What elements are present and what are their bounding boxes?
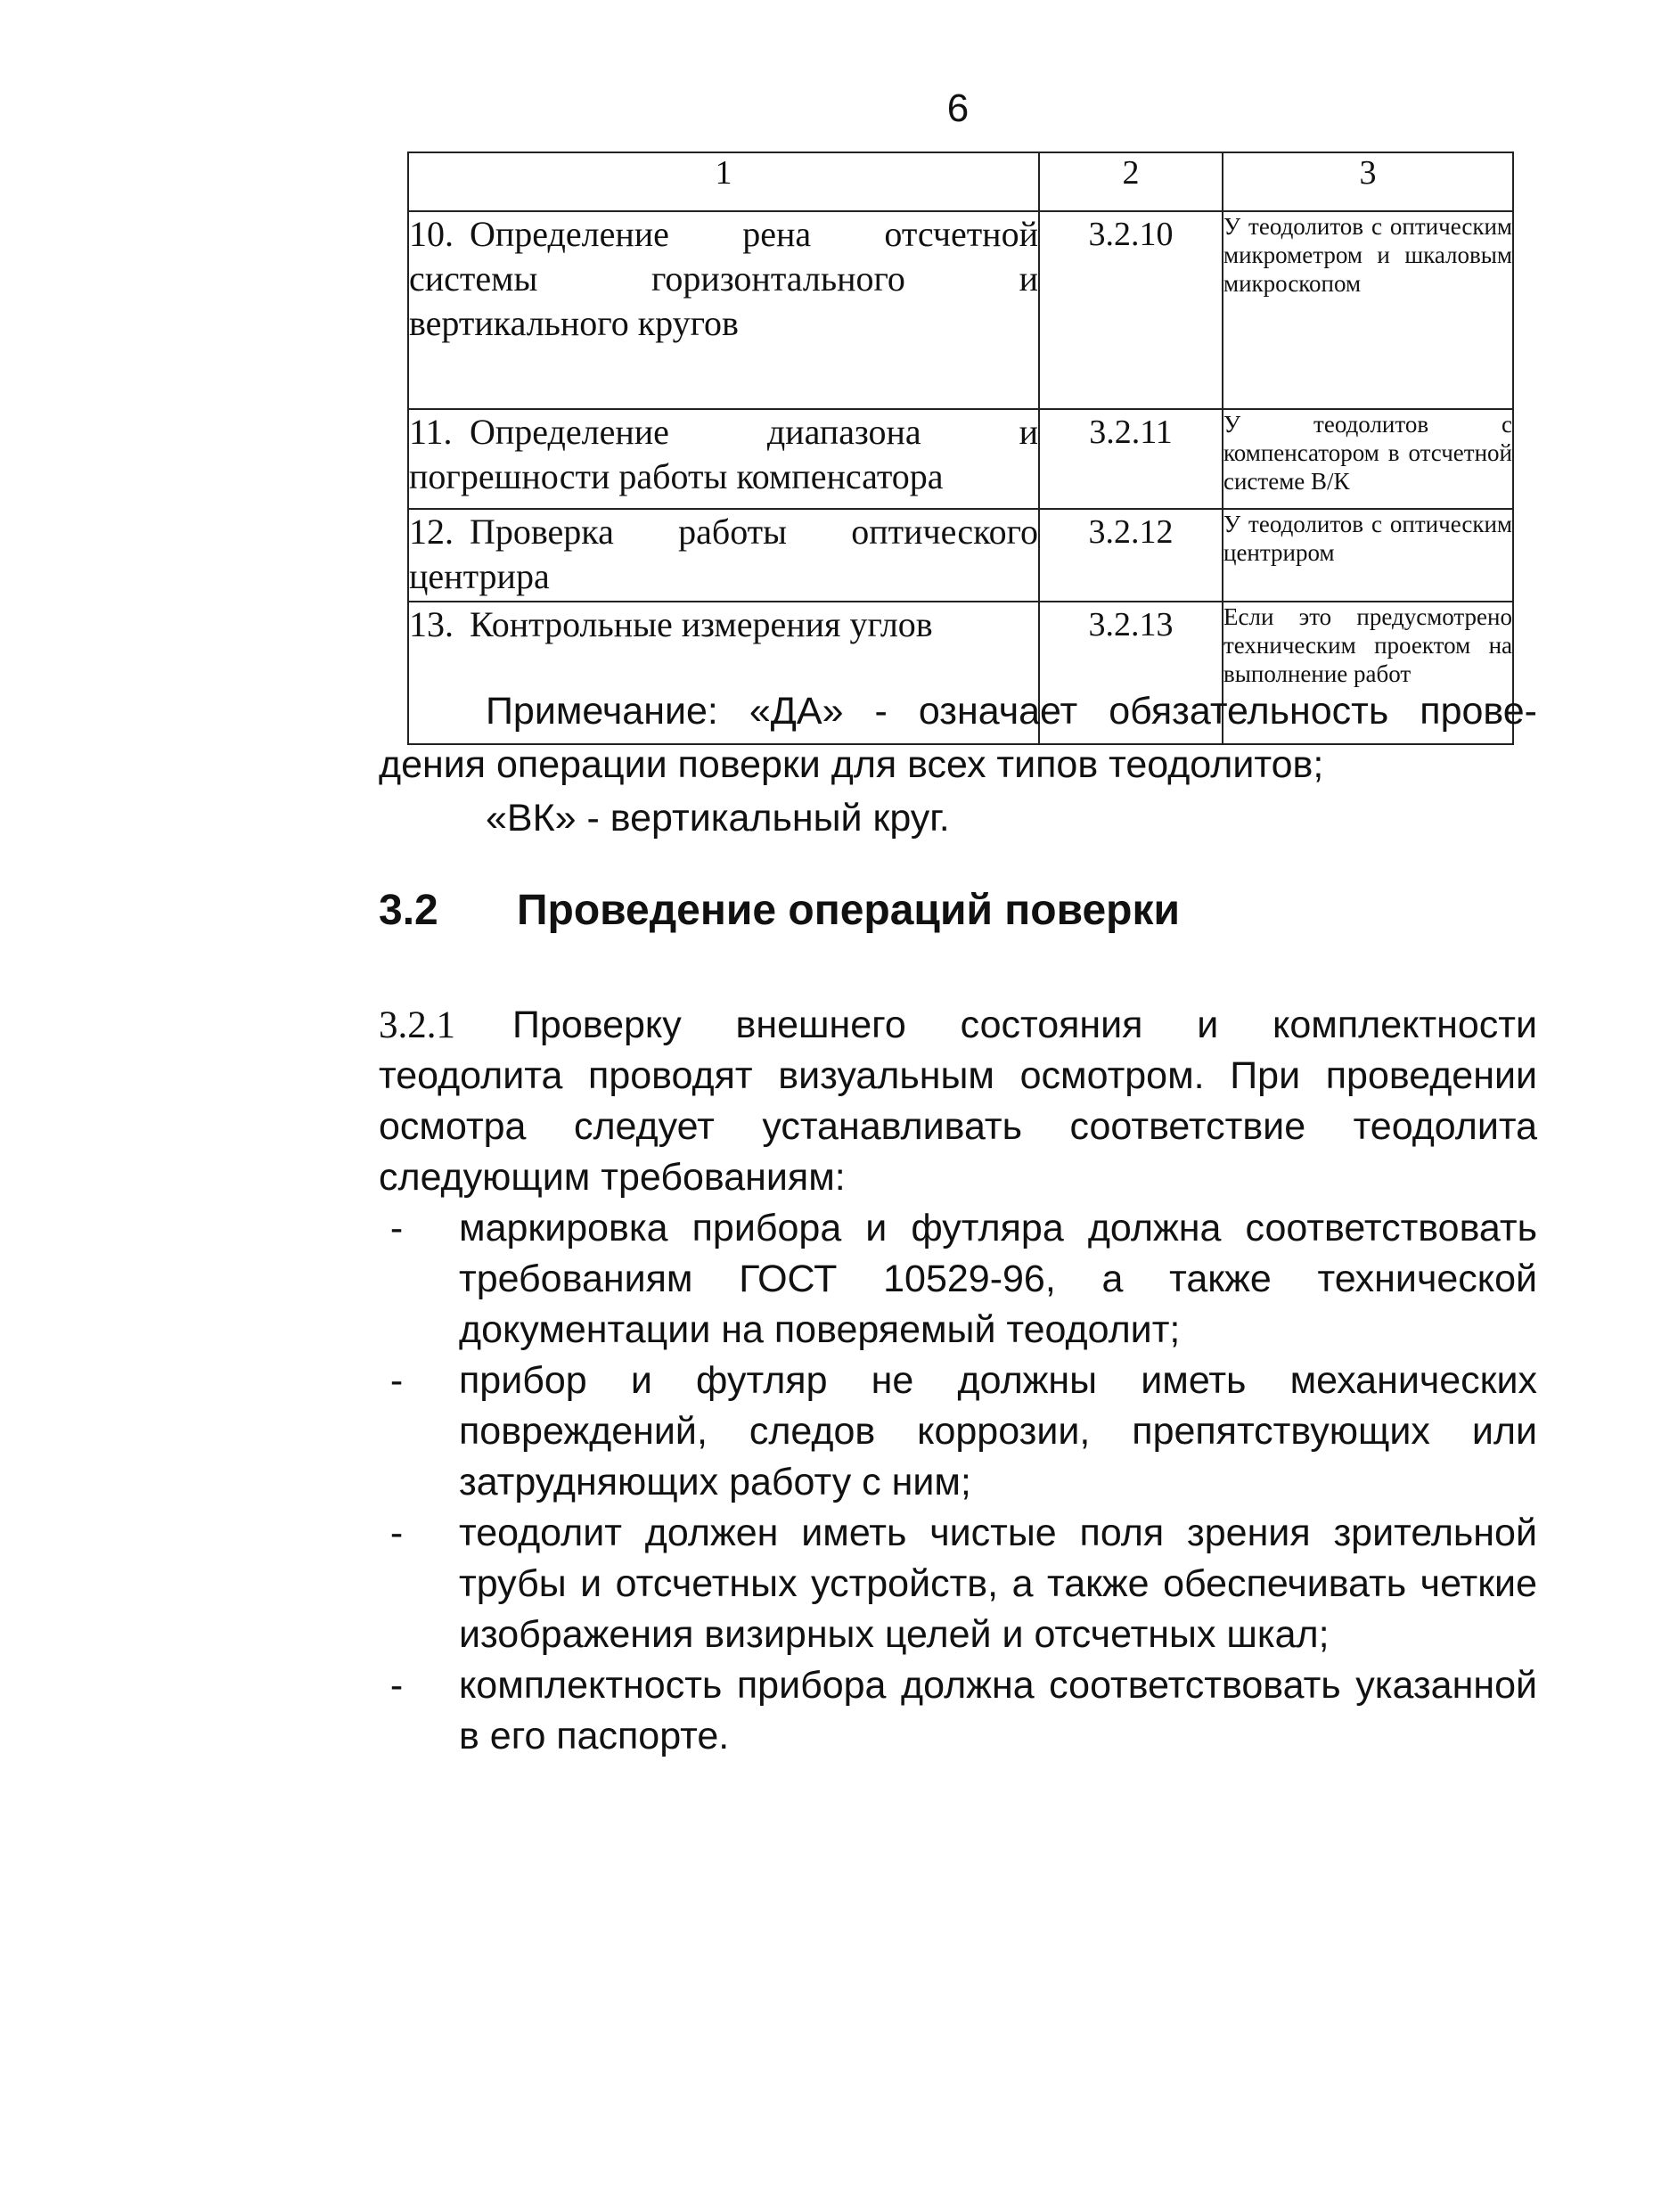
clause-paragraph	[379, 1000, 1537, 1203]
list-item	[379, 1660, 1537, 1762]
applicability-cell: У теодолитов с оптическим микрометром и шкаловым микроскопом	[1223, 211, 1513, 409]
operation-text: Определение диапазона и погрешности работы компенсатора	[409, 412, 1038, 496]
list-item-text: прибор и футляр не должны иметь механических повреждений, следов коррозии, препятствующих или затрудняющих работу с ним;	[459, 1359, 1537, 1503]
operation-text: Контрольные измерения углов	[470, 604, 933, 644]
table-row	[408, 409, 1513, 509]
list-item	[379, 1508, 1537, 1660]
note-line: дения операции поверки для всех типов теодолитов;	[379, 743, 1324, 786]
operation-text: Определение рена отсчетной системы горизонтального и вертикального кругов	[409, 214, 1038, 343]
operation-number: 10.	[409, 214, 454, 254]
table-header-cell: 2	[1039, 152, 1223, 211]
list-item-text: комплектность прибора должна соответствовать указанной в его паспорте.	[459, 1664, 1537, 1757]
applicability-cell: У теодолитов с оптическим центриром	[1223, 509, 1513, 602]
section-title: Проведение операций поверки	[517, 887, 1181, 934]
note-line: Примечание: «ДА» - означает обязательность прове-	[486, 690, 1537, 733]
operation-number: 13.	[409, 604, 454, 644]
list-item	[379, 1356, 1537, 1508]
verification-operations-table	[407, 152, 1514, 745]
list-item-text: теодолит должен иметь чистые поля зрения зрительной трубы и отсчетных устройств, а также обеспечивать четкие изображения визирных целей и отсчетных шкал;	[459, 1512, 1537, 1656]
page-number: 6	[946, 86, 970, 130]
section-heading	[379, 882, 1180, 939]
operation-cell	[408, 509, 1039, 602]
operation-cell	[408, 409, 1039, 509]
table-header-cell: 1	[408, 152, 1039, 211]
bullet-dash: -	[389, 1207, 404, 1249]
bullet-dash: -	[389, 1359, 404, 1402]
clause-number: 3.2.1	[379, 1004, 455, 1046]
table-row	[408, 509, 1513, 602]
table-header-row	[408, 152, 1513, 211]
clause-text: Проверку внешнего состояния и комплектности теодолита проводят визуальным осмотром. При проведении осмотра следует устанавливать соответствие теодолита следующим требованиям:	[379, 1004, 1537, 1199]
section-body	[379, 1000, 1537, 1762]
operation-number: 11.	[409, 412, 453, 452]
requirements-list	[379, 1203, 1537, 1762]
table-row	[408, 211, 1513, 409]
section-number: 3.2	[379, 887, 438, 934]
operation-text: Проверка работы оптического центрира	[409, 512, 1038, 596]
table-header-cell: 3	[1223, 152, 1513, 211]
applicability-cell: Если это предусмотрено техническим проектом на выполнение работ	[1223, 602, 1513, 744]
applicability-cell: У теодолитов с компенсатором в отсчетной системе В/К	[1223, 409, 1513, 509]
clause-cell: 3.2.11	[1039, 409, 1223, 509]
list-item	[379, 1203, 1537, 1356]
bullet-dash: -	[389, 1664, 404, 1707]
operation-number: 12.	[409, 512, 454, 552]
clause-cell: 3.2.12	[1039, 509, 1223, 602]
list-item-text: маркировка прибора и футляра должна соответствовать требованиям ГОСТ 10529-96, а также технической документации на поверяемый теодолит;	[459, 1207, 1537, 1351]
note-line: «ВК» - вертикальный круг.	[486, 797, 950, 840]
clause-cell: 3.2.13	[1039, 602, 1223, 744]
bullet-dash: -	[389, 1512, 404, 1554]
clause-cell: 3.2.10	[1039, 211, 1223, 409]
operation-cell	[408, 211, 1039, 409]
table-note	[379, 684, 1537, 845]
